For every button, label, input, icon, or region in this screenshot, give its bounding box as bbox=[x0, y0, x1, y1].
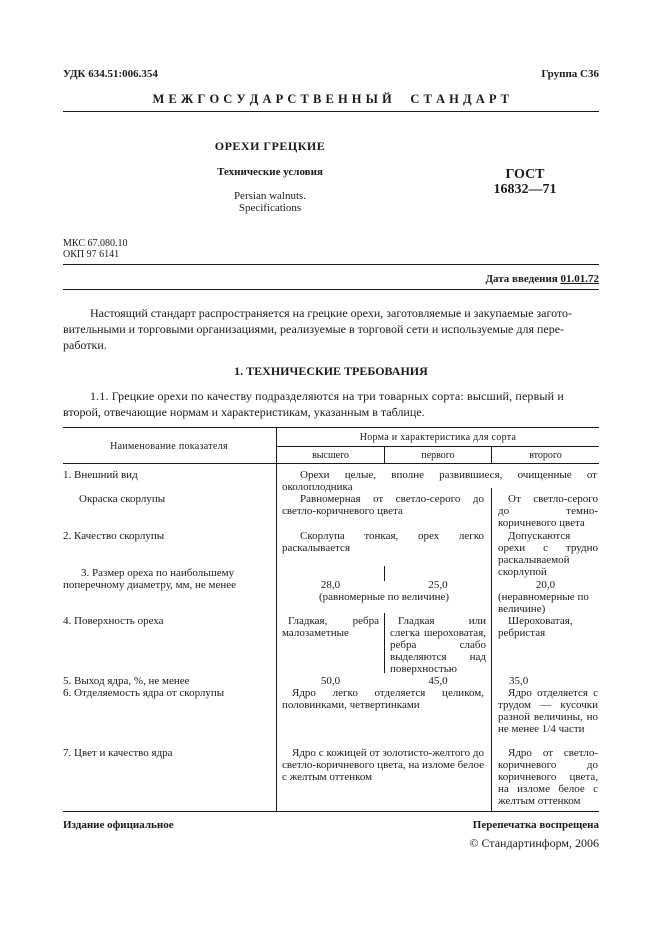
table-top-rule bbox=[63, 427, 599, 428]
gost-number: 16832—71 bbox=[493, 182, 557, 197]
row-4-value-highest: Гладкая, ребра малозаметные bbox=[282, 615, 379, 639]
group-code: Группа С36 bbox=[541, 68, 599, 80]
okp-code: ОКП 97 6141 bbox=[63, 249, 120, 260]
row-1b-name: Окраска скорлупы bbox=[79, 493, 166, 505]
row-3-name: 3. Размер ореха по наибольшему поперечному диаметру, мм, не менее bbox=[63, 567, 237, 591]
date-rule bbox=[63, 289, 599, 290]
row-5-value-highest: 50,0 bbox=[320, 675, 341, 687]
row-2-value-highest-first: Скорлупа тонкая, орех легко раскалывается bbox=[282, 530, 484, 554]
section-1-para-line-2: второй, отвечающие нормам и характеристикам, указанным в таблице. bbox=[63, 405, 425, 419]
row-4-col-divider bbox=[384, 613, 385, 673]
row-3-note-second: (неравномерные по величине) bbox=[498, 591, 589, 615]
table-col-divider-1 bbox=[276, 427, 277, 811]
row-4-name: 4. Поверхность ореха bbox=[63, 615, 164, 627]
intro-date-label: Дата введения bbox=[485, 273, 558, 285]
row-7-value-highest-first: Ядро с кожицей от золотисто-желтого до светло-коричневого цвета, на изломе белое с желтым оттенком bbox=[282, 747, 484, 783]
table-bottom-rule bbox=[63, 811, 599, 812]
document-subtitle: Технические условия bbox=[217, 166, 323, 178]
row-1b-value-second: От светло-серого до темно-коричневого цвета bbox=[498, 493, 598, 529]
interstate-standard-heading: М Е Ж Г О С У Д А Р С Т В Е Н Н Ы Й С Т А Н Д А Р Т bbox=[152, 92, 510, 106]
row-7-name: 7. Цвет и качество ядра bbox=[63, 747, 173, 759]
intro-line-3: работки. bbox=[63, 338, 107, 352]
row-5-value-second: 35,0 bbox=[509, 675, 529, 687]
official-edition-label: Издание официальное bbox=[63, 819, 174, 831]
row-6-value-highest-first: Ядро легко отделяется целиком, половинками, четвертинками bbox=[282, 687, 484, 711]
row-3-value-second: 20,0 bbox=[535, 579, 556, 591]
row-6-name: 6. Отделяемость ядра от скорлупы bbox=[63, 687, 225, 699]
row-1b-value-highest-first: Равномерная от светло-серого до светло-коричневого цвета bbox=[282, 493, 484, 517]
row-2-value-second: Допускаются орехи с трудно раскалываемой скорлупой bbox=[498, 530, 598, 578]
row-4-value-first: Гладкая или слегка шероховатая, ребра слабо выделяются над поверхностью bbox=[390, 615, 486, 675]
table-header-bottom-rule bbox=[63, 463, 599, 464]
intro-date bbox=[485, 273, 599, 285]
copyright-notice: © Стандартинформ, 2006 bbox=[469, 836, 599, 850]
intro-line-1: Настоящий стандарт распространяется на грецкие орехи, заготовляемые и закупаемые загото- bbox=[90, 306, 573, 320]
row-3-value-highest: 28,0 bbox=[320, 579, 341, 591]
column-header-indicator: Наименование показателя bbox=[110, 441, 228, 452]
udk-code: УДК 634.51:006.354 bbox=[63, 68, 158, 80]
row-3-note-highest-first: (равномерные по величине) bbox=[318, 591, 450, 603]
row-5-name: 5. Выход ядра, %, не менее bbox=[63, 675, 190, 687]
row-3-value-first: 25,0 bbox=[428, 579, 448, 591]
codes-rule bbox=[63, 264, 599, 265]
table-col-divider-3b bbox=[491, 488, 492, 811]
row-6-value-second: Ядро отделяется с трудом — кусочки разной величины, но не менее 1/4 части bbox=[498, 687, 598, 735]
gost-label: ГОСТ bbox=[505, 167, 545, 182]
row-1-value-all: Орехи целые, вполне развившиеся, очищенные от околоплодника bbox=[282, 469, 597, 493]
english-title-line-1: Persian walnuts. bbox=[233, 190, 307, 202]
row-7-value-second: Ядро от светло-коричневого до коричневого цвета, на изломе белое с желтым оттенком bbox=[498, 747, 598, 807]
row-1-name: 1. Внешний вид bbox=[63, 469, 138, 481]
header-rule bbox=[63, 111, 599, 112]
document-title: ОРЕХИ ГРЕЦКИЕ bbox=[214, 139, 326, 153]
mks-code: МКС 67.080.10 bbox=[63, 238, 128, 249]
section-1-para-line-1: 1.1. Грецкие орехи по качеству подразделяются на три товарных сорта: высший, первый и bbox=[90, 389, 564, 403]
row-4-value-second: Шероховатая, ребристая bbox=[498, 615, 573, 639]
section-1-title: 1. ТЕХНИЧЕСКИЕ ТРЕБОВАНИЯ bbox=[234, 364, 428, 378]
column-header-sort-highest: высшего bbox=[312, 450, 349, 461]
intro-line-2: вительными и торговыми организациями, реализуемые в торговой сети и используемые для пере- bbox=[63, 322, 565, 336]
table-header-mid-rule bbox=[276, 446, 599, 447]
intro-date-value: 01.01.72 bbox=[560, 273, 599, 285]
reprint-prohibited-label: Перепечатка воспрещена bbox=[472, 819, 599, 831]
column-header-norm: Норма и характеристика для сорта bbox=[359, 432, 517, 443]
row-5-value-first: 45,0 bbox=[428, 675, 448, 687]
english-title-line-2: Specifications bbox=[238, 202, 302, 214]
column-header-sort-second: второго bbox=[529, 450, 562, 461]
row-2-name: 2. Качество скорлупы bbox=[63, 530, 165, 542]
column-header-sort-first: первого bbox=[421, 450, 455, 461]
